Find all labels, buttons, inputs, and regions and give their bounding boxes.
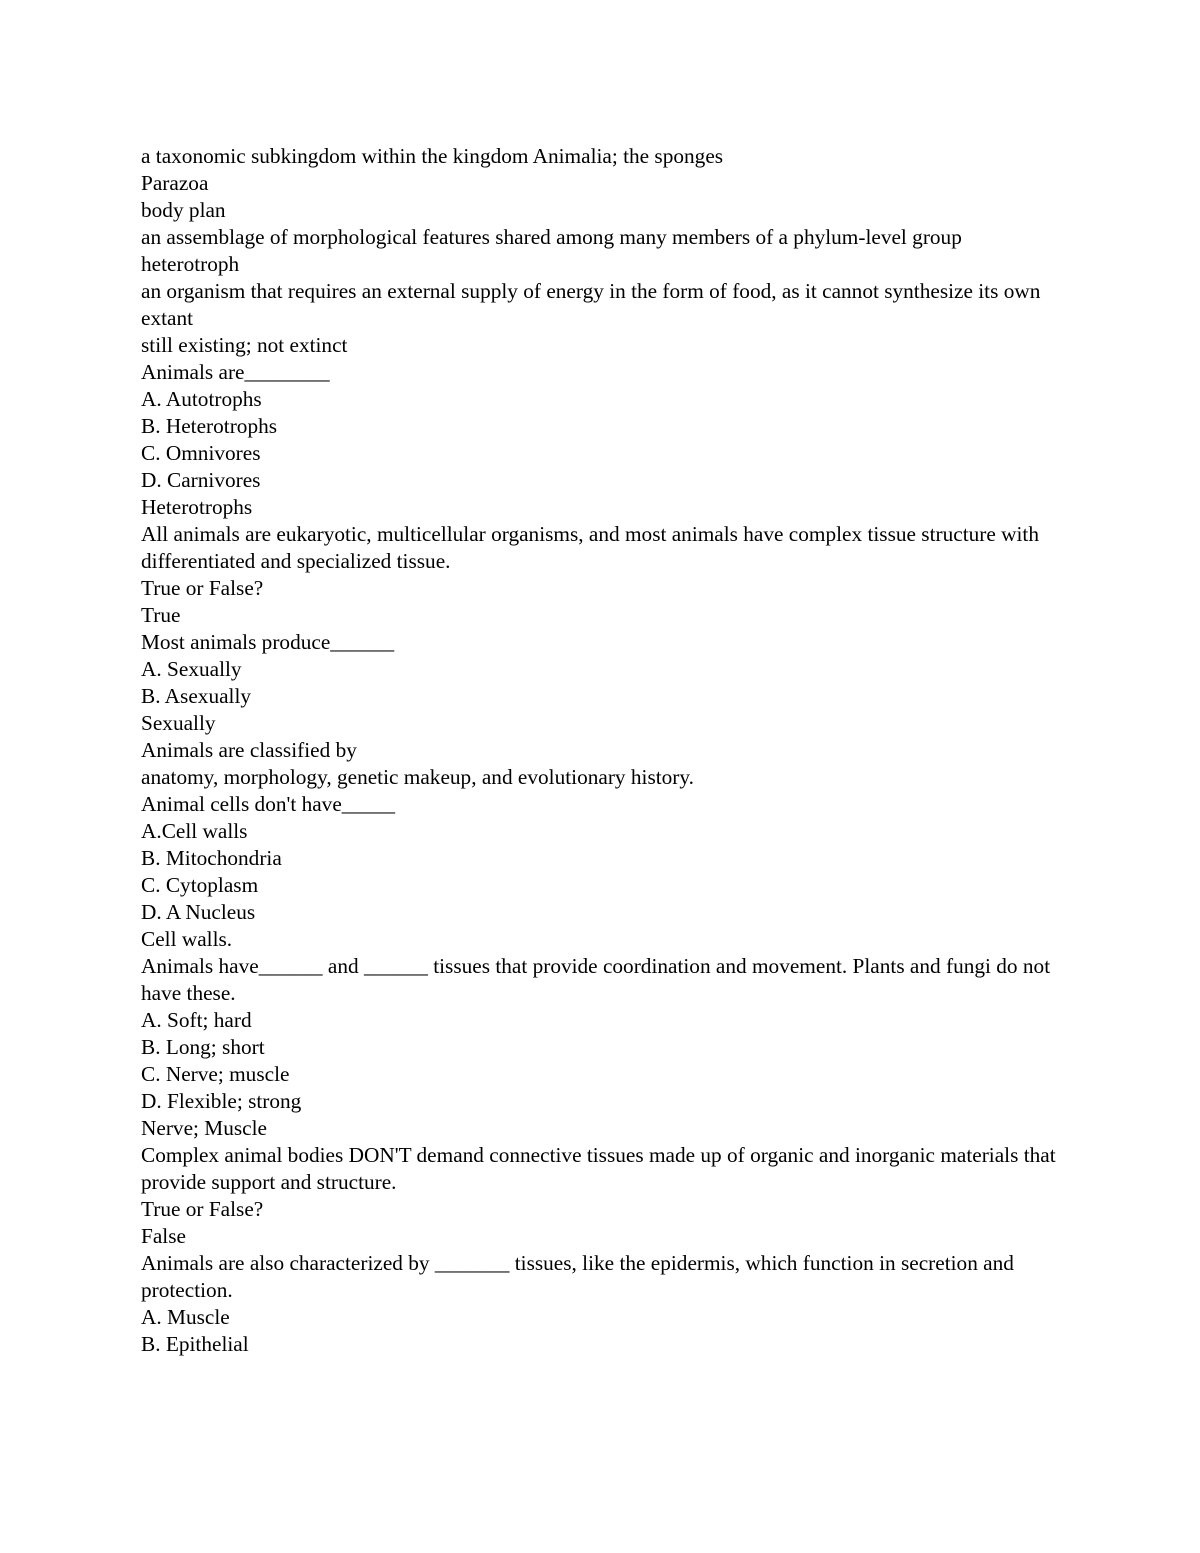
text-line: Animal cells don't have_____ — [141, 792, 396, 816]
text-line: Sexually — [141, 711, 216, 735]
text-line: C. Cytoplasm — [141, 873, 259, 897]
text-line: Animals are also characterized by _______ tissues, like the epidermis, which function in secretion and protection. — [141, 1251, 1020, 1302]
text-line: Nerve; Muscle — [141, 1116, 267, 1140]
text-line: B. Asexually — [141, 684, 252, 708]
text-line: a taxonomic subkingdom within the kingdom Animalia; the sponges — [141, 144, 724, 168]
text-line: A. Autotrophs — [141, 387, 262, 411]
text-line: an organism that requires an external supply of energy in the form of food, as it cannot synthesize its own — [141, 279, 1041, 303]
text-line: False — [141, 1224, 186, 1248]
text-line: still existing; not extinct — [141, 333, 348, 357]
text-line: A.Cell walls — [141, 819, 248, 843]
text-line: Animals are________ — [141, 360, 330, 384]
text-line: C. Omnivores — [141, 441, 261, 465]
text-line: A. Muscle — [141, 1305, 230, 1329]
text-line: heterotroph — [141, 252, 240, 276]
text-line: A. Sexually — [141, 657, 242, 681]
text-line: D. A Nucleus — [141, 900, 256, 924]
text-line: Animals are classified by — [141, 738, 357, 762]
text-line: B. Long; short — [141, 1035, 265, 1059]
text-line: Animals have______ and ______ tissues that provide coordination and movement. Plants and fungi do not have these. — [141, 954, 1056, 1005]
text-line: C. Nerve; muscle — [141, 1062, 290, 1086]
text-line: Complex animal bodies DON'T demand connective tissues made up of organic and inorganic materials that provide support and structure. — [141, 1143, 1061, 1194]
text-line: A. Soft; hard — [141, 1008, 252, 1032]
text-line: Parazoa — [141, 171, 209, 195]
text-line: B. Epithelial — [141, 1332, 249, 1356]
text-line: All animals are eukaryotic, multicellular organisms, and most animals have complex tissue structure with differentiated and specialized tissue. — [141, 522, 1045, 573]
text-line: True or False? — [141, 576, 264, 600]
text-line: True — [141, 603, 181, 627]
text-line: D. Carnivores — [141, 468, 261, 492]
text-line: D. Flexible; strong — [141, 1089, 302, 1113]
text-line: Cell walls. — [141, 927, 233, 951]
document-body — [141, 143, 1071, 1358]
text-line: extant — [141, 306, 194, 330]
text-line: Heterotrophs — [141, 495, 253, 519]
text-line: True or False? — [141, 1197, 264, 1221]
text-line: anatomy, morphology, genetic makeup, and evolutionary history. — [141, 765, 694, 789]
text-line: B. Mitochondria — [141, 846, 282, 870]
text-line: Most animals produce______ — [141, 630, 395, 654]
text-line: body plan — [141, 198, 226, 222]
text-line: B. Heterotrophs — [141, 414, 278, 438]
text-line: an assemblage of morphological features shared among many members of a phylum-level group — [141, 225, 962, 249]
